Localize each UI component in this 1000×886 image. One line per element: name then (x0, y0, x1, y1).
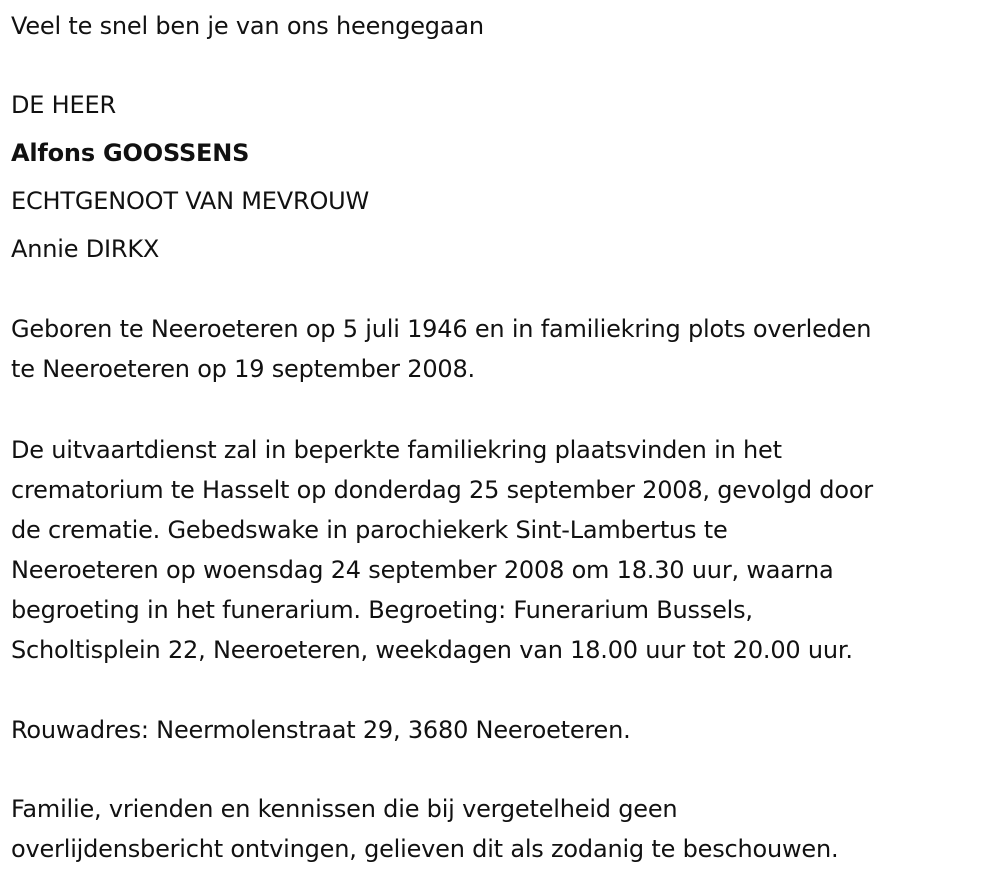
paragraph-line: Scholtisplein 22, Neeroeteren, weekdagen van 18.00 uur tot 20.00 uur. (11, 636, 853, 664)
honorific-title: DE HEER (11, 91, 116, 119)
tagline: Veel te snel ben je van ons heengegaan (11, 12, 484, 40)
mourning-address-paragraph (11, 710, 631, 750)
paragraph-line: begroeting in het funerarium. Begroeting: Funerarium Bussels, (11, 596, 753, 624)
paragraph-line: overlijdensbericht ontvingen, gelieven dit als zodanig te beschouwen. (11, 835, 839, 863)
family-notice-paragraph (11, 789, 838, 869)
paragraph-line: Rouwadres: Neermolenstraat 29, 3680 Neeroeteren. (11, 716, 631, 744)
spouse-name: Annie DIRKX (11, 235, 160, 263)
deceased-name: Alfons GOOSSENS (11, 139, 250, 167)
paragraph-line: de crematie. Gebedswake in parochiekerk Sint-Lambertus te (11, 516, 728, 544)
paragraph-line: De uitvaartdienst zal in beperkte familiekring plaatsvinden in het (11, 436, 782, 464)
paragraph-line: Familie, vrienden en kennissen die bij vergetelheid geen (11, 795, 678, 823)
funeral-service-paragraph (11, 430, 873, 670)
spouse-label: ECHTGENOOT VAN MEVROUW (11, 187, 370, 215)
paragraph-line: Neeroeteren op woensdag 24 september 2008 om 18.30 uur, waarna (11, 556, 834, 584)
paragraph-line: te Neeroeteren op 19 september 2008. (11, 355, 475, 383)
paragraph-line: Geboren te Neeroeteren op 5 juli 1946 en in familiekring plots overleden (11, 315, 872, 343)
birth-death-paragraph (11, 309, 871, 389)
paragraph-line: crematorium te Hasselt op donderdag 25 september 2008, gevolgd door (11, 476, 873, 504)
